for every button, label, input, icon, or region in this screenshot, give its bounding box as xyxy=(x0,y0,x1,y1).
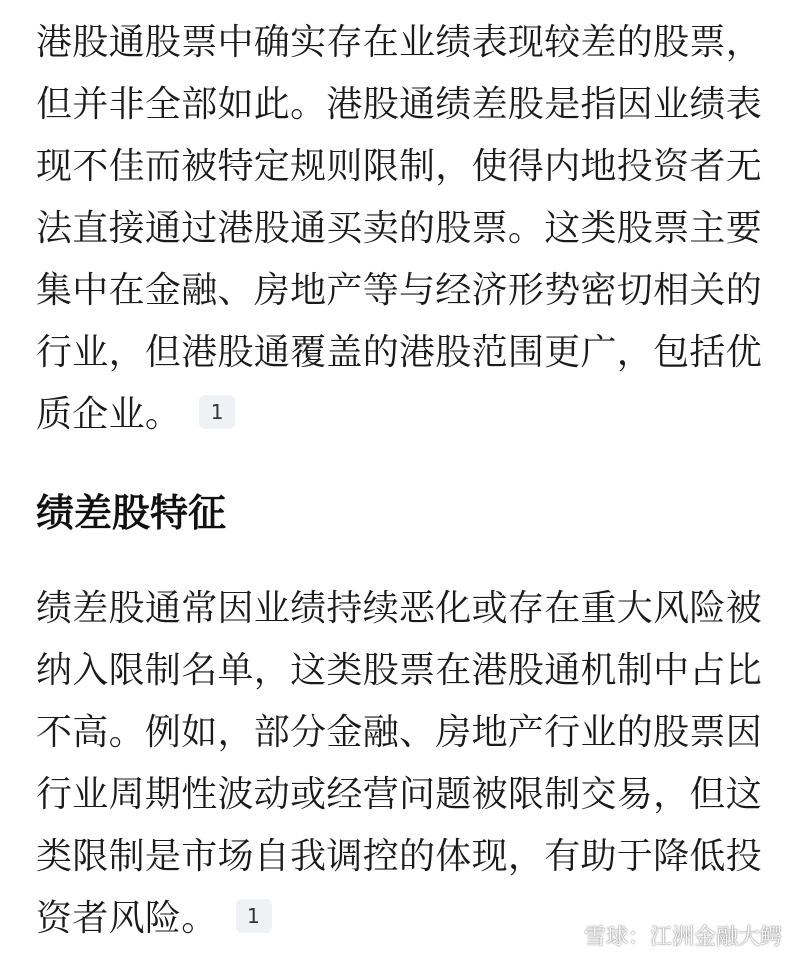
section-heading: 绩差股特征 xyxy=(36,491,227,535)
citation-badge[interactable]: 1 xyxy=(236,899,272,933)
snowball-logo-icon xyxy=(550,923,576,949)
paragraph-intro-text: 港股通股票中确实存在业绩表现较差的股票，但并非全部如此。港股通绩差股是指因业绩表现不佳而被特定规则限制，使得内地投资者无法直接通过港股通买卖的股票。这类股票主要集中在金融、房地产等与经济形势密切相关的行业，但港股通覆盖的港股范围更广，包括优质企业。 xyxy=(36,22,763,435)
watermark xyxy=(550,920,782,951)
article-body xyxy=(36,12,766,950)
paragraph-features-text: 绩差股通常因业绩持续恶化或存在重大风险被纳入限制名单，这类股票在港股通机制中占比不高。例如，部分金融、房地产行业的股票因行业周期性波动或经营问题被限制交易，但这类限制是市场自我调控的体现，有助于降低投资者风险。 xyxy=(36,588,763,939)
watermark-text: 雪球：江洲金融大鳄 xyxy=(583,925,782,950)
paragraph-features xyxy=(36,578,766,950)
paragraph-intro xyxy=(36,12,766,446)
citation-badge[interactable]: 1 xyxy=(199,395,235,429)
